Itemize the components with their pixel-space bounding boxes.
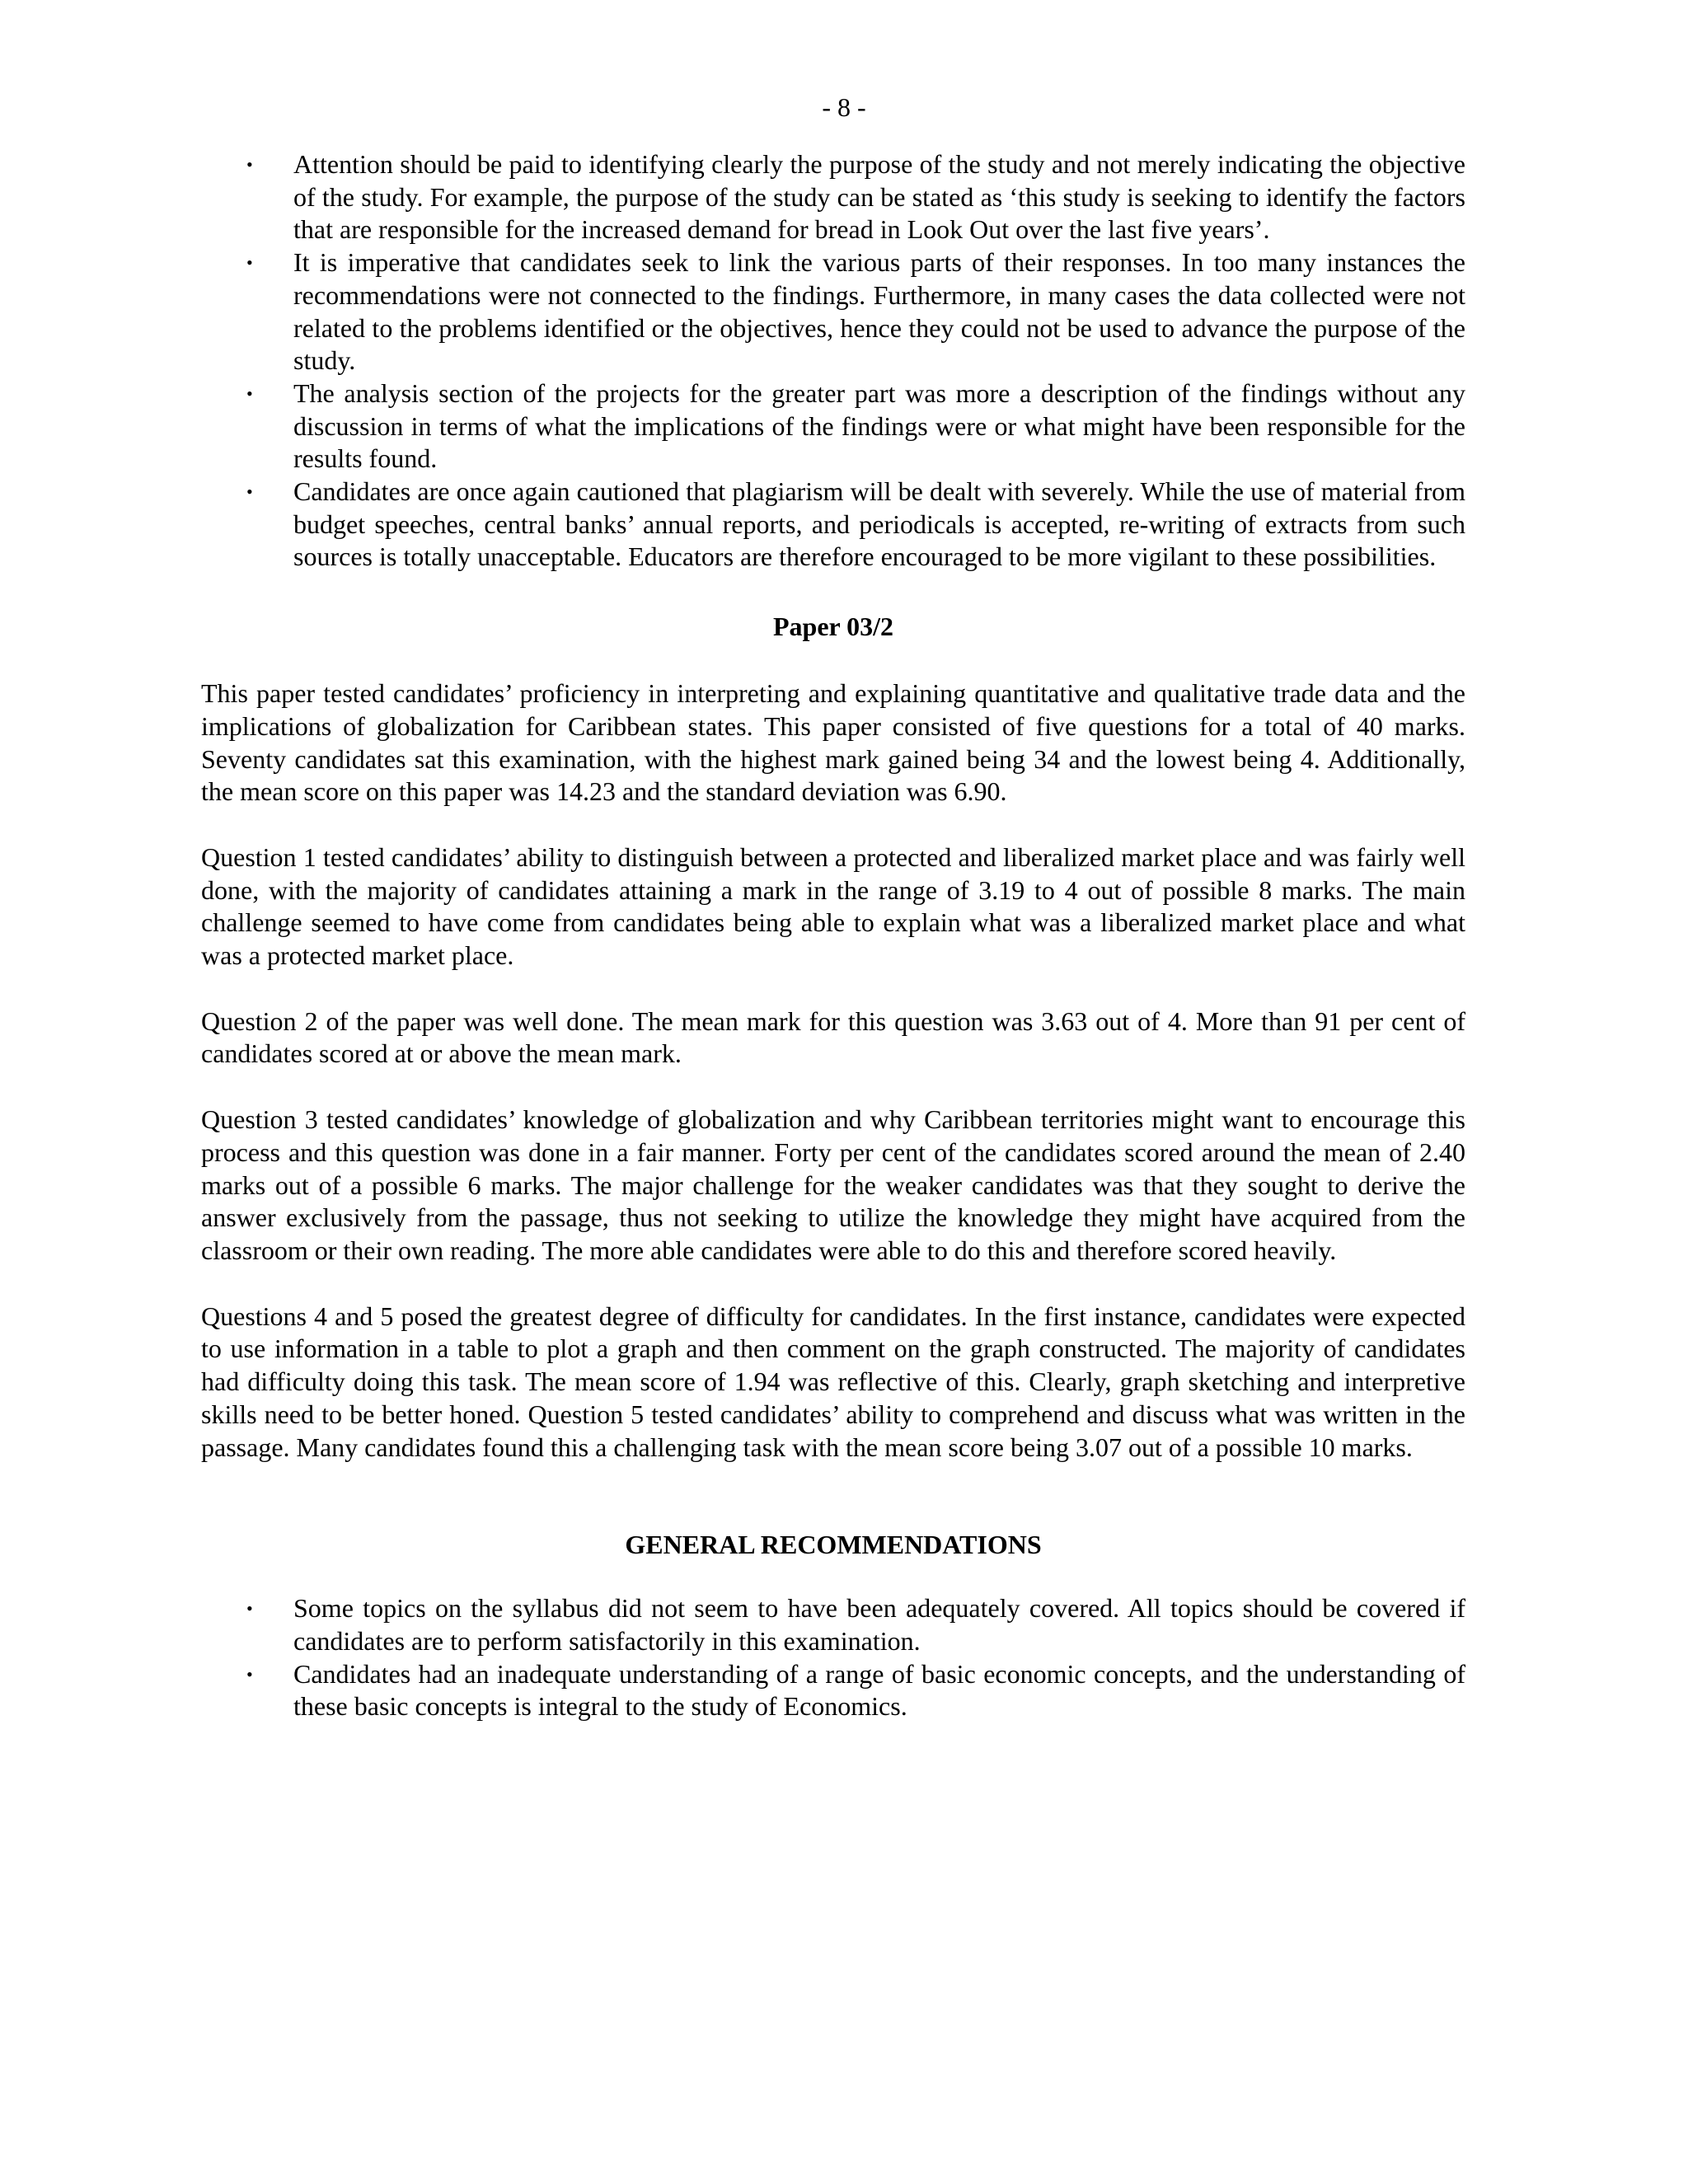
recommendations-heading: GENERAL RECOMMENDATIONS xyxy=(625,1530,1042,1560)
list-item-text: Candidates had an inadequate understanding of a range of basic economic concepts, and the understanding of these basic concepts is integral to the study of Economics. xyxy=(293,1658,1465,1722)
list-item xyxy=(201,476,1465,574)
recommendations-list xyxy=(201,1592,1465,1723)
page-number: - 8 - xyxy=(822,92,866,122)
project-observations-list xyxy=(201,148,1465,574)
list-item-text: Candidates are once again cautioned that plagiarism will be dealt with severely. While the use of material from budget speeches, central banks’ annual reports, and periodicals is accepted, re-writing of extracts from such sources is totally unacceptable. Educators are therefore encouraged to be more vigilant to these possibilities. xyxy=(293,476,1465,572)
list-item-text: Attention should be paid to identifying clearly the purpose of the study and not merely indicating the objective of the study. For example, the purpose of the study can be stated as ‘this study is seeking to identify the factors that are responsible for the increased demand for bread in Look Out over the last five years’. xyxy=(293,149,1465,245)
list-item xyxy=(201,377,1465,476)
question-2-paragraph: Question 2 of the paper was well done. The mean mark for this question was 3.63 out of 4. More than 91 per cent of candidates scored at or above the mean mark. xyxy=(201,1005,1465,1069)
questions-4-5-paragraph: Questions 4 and 5 posed the greatest degree of difficulty for candidates. In the first instance, candidates were expected to use information in a table to plot a graph and then comment on the graph constructed. The majority of candidates had difficulty doing this task. The mean score of 1.94 was reflective of this. Clearly, graph sketching and interpretive skills need to be better honed. Question 5 tested candidates’ ability to comprehend and discuss what was written in the passage. Many candidates found this a challenging task with the mean score being 3.07 out of a possible 10 marks. xyxy=(201,1301,1465,1462)
page-content xyxy=(201,148,1465,1723)
bullet-icon: • xyxy=(246,154,253,175)
list-item xyxy=(201,148,1465,246)
question-1-paragraph: Question 1 tested candidates’ ability to distinguish between a protected and liberalized market place and was fairly well done, with the majority of candidates attaining a mark in the range of 3.19 to 4 out of possible 8 marks. The main challenge seemed to have come from candidates being able to explain what was a liberalized market place and what was a protected market place. xyxy=(201,841,1465,971)
list-item xyxy=(201,246,1465,377)
list-item-text: It is imperative that candidates seek to link the various parts of their responses. In too many instances the recommendations were not connected to the findings. Furthermore, in many cases the data collected were not related to the problems identified or the objectives, hence they could not be used to advance the purpose of the study. xyxy=(293,247,1465,376)
list-item xyxy=(201,1592,1465,1657)
bullet-icon: • xyxy=(246,1598,253,1619)
paper-heading: Paper 03/2 xyxy=(772,612,894,642)
question-3-paragraph: Question 3 tested candidates’ knowledge of globalization and why Caribbean territories might want to encourage this process and this question was done in a fair manner. Forty per cent of the candidates scored around the mean of 2.40 marks out of a possible 6 marks. The major challenge for the weaker candidates was that they sought to derive the answer exclusively from the passage, thus not seeking to utilize the knowledge they might have acquired from the classroom or their own reading. The more able candidates were able to do this and therefore scored heavily. xyxy=(201,1104,1465,1265)
list-item-text: The analysis section of the projects for the greater part was more a description of the findings without any discussion in terms of what the implications of the findings were or what might have been responsible for the results found. xyxy=(293,377,1465,474)
list-item xyxy=(201,1658,1465,1723)
bullet-icon: • xyxy=(246,252,253,274)
bullet-icon: • xyxy=(246,481,253,503)
paper-overview-paragraph: This paper tested candidates’ proficiency in interpreting and explaining quantitative and qualitative trade data and the implications of globalization for Caribbean states. This paper consisted of five questions for a total of 40 marks. Seventy candidates sat this examination, with the highest mark gained being 34 and the lowest being 4. Additionally, the mean score on this paper was 14.23 and the standard deviation was 6.90. xyxy=(201,678,1465,807)
bullet-icon: • xyxy=(246,382,253,404)
bullet-icon: • xyxy=(246,1663,253,1685)
list-item-text: Some topics on the syllabus did not seem to have been adequately covered. All topics should be covered if candidates are to perform satisfactorily in this examination. xyxy=(293,1593,1465,1656)
